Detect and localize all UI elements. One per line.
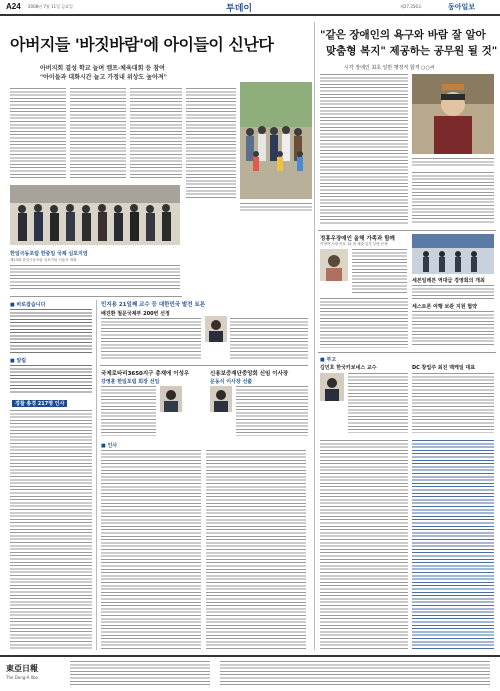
column-rule (314, 22, 315, 650)
credit-subhead: 문동식 이사장 선출 (210, 379, 253, 385)
divider (100, 365, 308, 366)
page-number: A24 (6, 2, 21, 11)
portrait-3 (210, 386, 232, 412)
forum-subhead: 배진환 철문국제부 200번 선정 (101, 311, 170, 317)
notice-body (10, 365, 92, 393)
section-title: 투데이 (226, 4, 253, 14)
portrait-5 (320, 373, 344, 401)
forum-body (101, 318, 201, 360)
quote-photo (412, 74, 494, 154)
police-personnel-list (10, 410, 92, 650)
rotary-subhead: 강영훈 한일포럼 회장 선임 (101, 379, 160, 385)
right-story-1-body (352, 249, 407, 294)
credit-headline: 신용보증재단중앙회 신임 이사장 (210, 371, 289, 377)
page-footer (0, 655, 500, 691)
lead-body-col-4 (186, 88, 236, 198)
quote-subtitle: 시각 장애인 최초 일반 행정직 합격 ○○씨 (344, 65, 435, 71)
correction-body (10, 309, 92, 353)
lead-photo-caption (240, 203, 312, 211)
event-photo (412, 234, 494, 274)
personnel-label: ■ 인사 (101, 443, 118, 449)
footer-brand-sub: The Dong-A Ilbo (6, 675, 38, 680)
credit-body (236, 386, 308, 436)
right-story-4-body (348, 373, 408, 433)
lead-body-col-2 (70, 88, 126, 178)
right-story-4-headline: 김민호 한국카보네스 교수 (320, 365, 377, 371)
correction-label: ■ 바로잡습니다 (10, 302, 46, 308)
symposium-title: 한일극동포럼 한중일 국제 심포지엄 (10, 251, 88, 257)
rotary-headline: 국제로타리3650지구 총재에 이성우 (101, 371, 190, 377)
symposium-caption: 제13회 한일극동포럼 심포지엄 서울서 개최 (10, 258, 77, 262)
column-rule (96, 300, 97, 650)
forum-body-2 (230, 318, 308, 360)
rotary-body (101, 386, 156, 436)
publication-date: 2008년 7월 11일 금요일 (28, 4, 73, 9)
divider (10, 296, 182, 297)
right-story-2-body (412, 285, 494, 299)
right-list-2 (412, 440, 494, 650)
footer-ad (220, 661, 490, 687)
right-story-1-body-2 (320, 298, 408, 348)
divider (318, 352, 496, 353)
right-story-2-headline: 세븐일레븐 역대급 경영회의 개최 (412, 278, 485, 284)
lead-subtitle-2: "아이들과 대화시간 늘고 가정내 위상도 높아져" (40, 74, 167, 81)
page-header (0, 0, 500, 16)
quote-caption-lines (412, 158, 494, 168)
personnel-list-2 (206, 450, 306, 650)
portrait-2 (160, 386, 182, 412)
personnel-list-1 (101, 450, 201, 650)
newspaper-logo: 동아일보 (448, 2, 476, 11)
lead-subtitle-1: 아버지회 결성 학교 늘며 캠프·체육대회 등 참여 (40, 65, 165, 72)
quote-headline-1: "같은 장애인의 욕구와 바람 잘 알아 (320, 29, 486, 41)
forum-headline: 민지용 21일째 교수 등 대한민국 발전 토론 (101, 302, 206, 308)
obituary-label: ■ 부고 (320, 357, 337, 363)
right-story-5-headline: DC 창업주 최진 맥케일 대표 (412, 365, 476, 371)
right-story-3-headline: 세스토론 여행 보관 지원 협약 (412, 304, 477, 310)
right-story-3-body (412, 311, 494, 347)
right-list-1 (320, 440, 408, 650)
portrait-4 (320, 249, 348, 281)
footer-brand: 東亞日報 (6, 663, 38, 673)
portrait-1 (205, 316, 227, 342)
notice-label: ■ 알림 (10, 358, 27, 364)
divider (318, 230, 496, 231)
lead-photo (240, 82, 312, 199)
quote-body-2 (412, 172, 494, 224)
lead-body-col-3 (130, 88, 182, 178)
quote-body-1 (320, 74, 408, 224)
right-story-1-sub: 이명박 시장 아들 15 대 제출·일부 부팅 문제 (320, 242, 388, 246)
footer-info (70, 661, 210, 687)
police-personnel-label: 경찰 총경 217명 인사 (12, 400, 67, 407)
lead-headline: 아버지들 '바짓바람'에 아이들이 신난다 (10, 35, 274, 54)
quote-headline-2: 맞춤형 복지" 제공하는 공무원 될 것" (326, 45, 498, 57)
group-photo (10, 185, 180, 245)
symposium-body (10, 265, 180, 291)
lead-body-col-1 (10, 88, 66, 178)
issue-number: 제27,356호 (400, 4, 422, 9)
right-story-5-body (412, 373, 494, 433)
right-story-1-headline: 정홍우장애인 올해 가족과 함께 (320, 236, 395, 242)
